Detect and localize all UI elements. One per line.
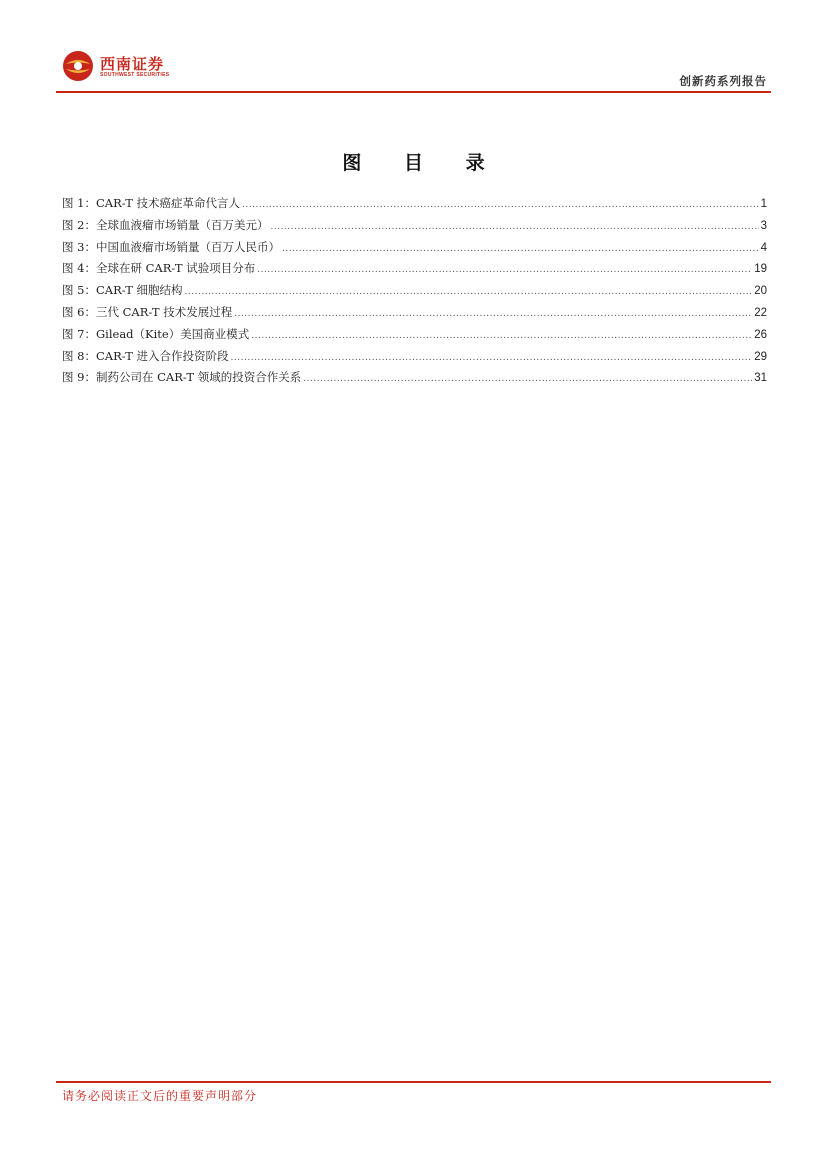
toc-entry-page: 4	[760, 241, 767, 254]
figure-list	[62, 193, 767, 389]
toc-entry[interactable]	[62, 258, 767, 280]
logo-english-name: SOUTHWEST SECURITIES	[100, 72, 170, 78]
toc-entry-label: 图 9：制药公司在 CAR-T 领域的投资合作关系	[62, 370, 302, 385]
dot-leader	[234, 304, 752, 326]
toc-entry-page: 29	[754, 350, 767, 363]
toc-entry-label: 图 2：全球血液瘤市场销量（百万美元）	[62, 217, 269, 232]
toc-entry-page: 22	[754, 306, 767, 319]
toc-entry-page: 31	[754, 372, 767, 385]
company-logo	[62, 50, 182, 86]
toc-title: 图 目 录	[342, 152, 503, 174]
toc-entry[interactable]	[62, 280, 767, 302]
dot-leader	[251, 326, 752, 348]
toc-entry[interactable]	[62, 193, 767, 215]
dot-leader	[303, 369, 752, 391]
dot-leader	[282, 239, 759, 261]
toc-entry[interactable]	[62, 302, 767, 324]
toc-entry[interactable]	[62, 367, 767, 389]
toc-entry-label: 图 1：CAR-T 技术癌症革命代言人	[62, 196, 241, 210]
report-series-title: 创新药系列报告	[679, 74, 767, 88]
footer-divider	[56, 1081, 771, 1083]
toc-entry-page: 19	[754, 263, 767, 276]
logo-emblem-icon	[62, 50, 94, 82]
toc-entry-page: 1	[760, 198, 767, 210]
dot-leader	[257, 260, 752, 282]
toc-entry-label: 图 4：全球在研 CAR-T 试验项目分布	[62, 261, 256, 276]
logo-chinese-name: 西南证券	[100, 55, 165, 73]
toc-entry-label: 图 6：三代 CAR-T 技术发展过程	[62, 304, 233, 319]
toc-entry[interactable]	[62, 237, 767, 259]
dot-leader	[270, 217, 758, 239]
header-divider	[56, 91, 771, 93]
toc-entry-page: 26	[754, 328, 767, 341]
disclaimer-notice: 请务必阅读正文后的重要声明部分	[62, 1089, 258, 1103]
dot-leader	[185, 282, 753, 304]
dot-leader	[242, 195, 759, 217]
toc-entry-label: 图 8：CAR-T 进入合作投资阶段	[62, 348, 229, 363]
toc-entry[interactable]	[62, 346, 767, 368]
toc-entry[interactable]	[62, 215, 767, 237]
toc-entry-label: 图 7：Gilead（Kite）美国商业模式	[62, 326, 250, 341]
toc-entry-label: 图 5：CAR-T 细胞结构	[62, 283, 183, 298]
toc-entry-label: 图 3：中国血液瘤市场销量（百万人民币）	[62, 239, 280, 254]
toc-entry-page: 20	[754, 285, 767, 298]
toc-entry-page: 3	[760, 219, 767, 232]
page-header	[0, 0, 827, 95]
dot-leader	[231, 348, 753, 370]
toc-entry[interactable]	[62, 324, 767, 346]
